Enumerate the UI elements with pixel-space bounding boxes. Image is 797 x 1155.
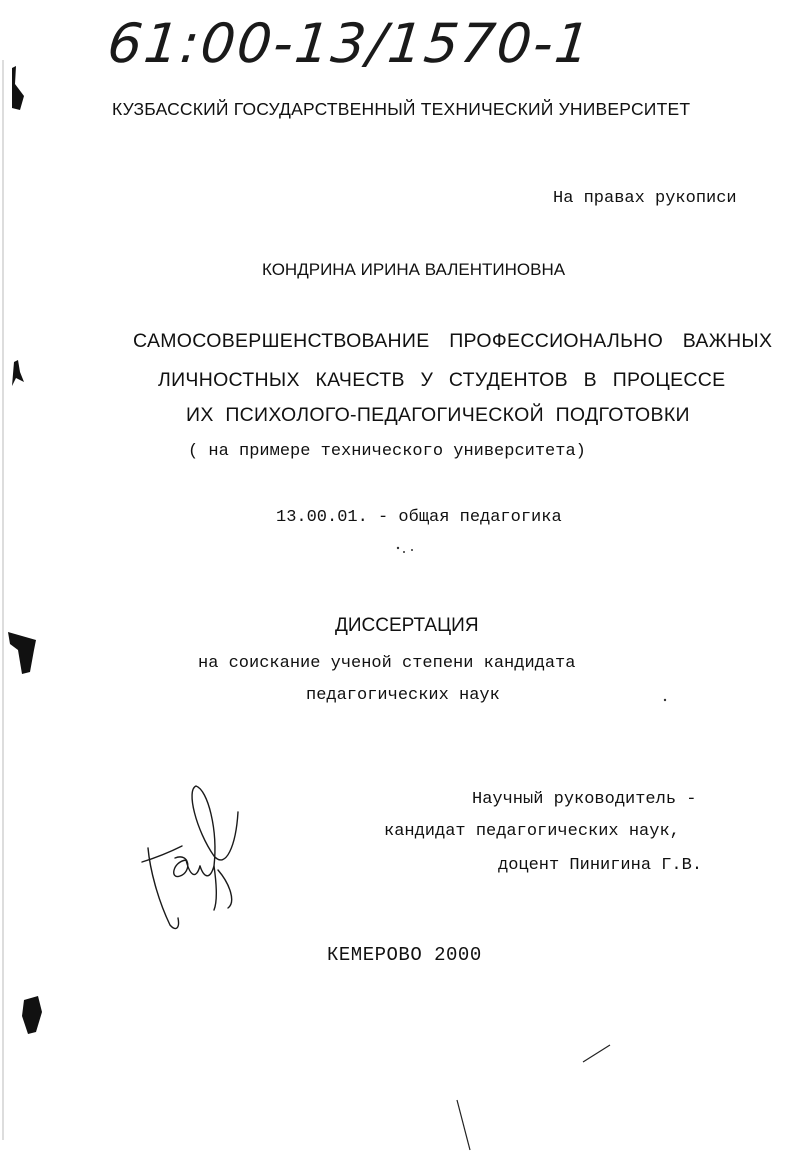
signature-stroke (148, 848, 179, 929)
title-subtitle: ( на примере технического университета) (188, 442, 586, 461)
degree-line-2: педагогических наук (306, 686, 500, 705)
signature-stroke (218, 870, 232, 908)
title-line-3: ИХ ПСИХОЛОГО-ПЕДАГОГИЧЕСКОЙ ПОДГОТОВКИ (186, 404, 690, 426)
degree-line-1: на соискание ученой степени кандидата (198, 654, 576, 673)
title-line-1: САМОСОВЕРШЕНСТВОВАНИЕ ПРОФЕССИОНАЛЬНО ВАЖНЫХ (133, 330, 773, 352)
supervisor-line-2: кандидат педагогических наук, (384, 822, 680, 841)
document-type: ДИССЕРТАЦИЯ (335, 615, 479, 636)
signature-stroke (174, 857, 200, 877)
supervisor-line-1: Научный руководитель - (472, 790, 697, 809)
author-name: КОНДРИНА ИРИНА ВАЛЕНТИНОВНА (262, 260, 566, 279)
university-name: КУЗБАССКИЙ ГОСУДАРСТВЕННЫЙ ТЕХНИЧЕСКИЙ УНИВЕРСИТЕТ (112, 99, 691, 119)
handwritten-catalog-number: 61:00-13/1570-1 (104, 12, 595, 75)
title-line-2: ЛИЧНОСТНЫХ КАЧЕСТВ У СТУДЕНТОВ В ПРОЦЕССЕ (158, 369, 726, 391)
signature-stroke (192, 786, 238, 866)
supervisor-line-3: доцент Пинигина Г.В. (498, 856, 703, 875)
signature-stroke (200, 866, 216, 910)
city-year: КЕМЕРОВО 2000 (327, 944, 482, 966)
rights-note: На правах рукописи (553, 189, 737, 208)
specialty-code: 13.00.01. - общая педагогика (276, 508, 562, 527)
